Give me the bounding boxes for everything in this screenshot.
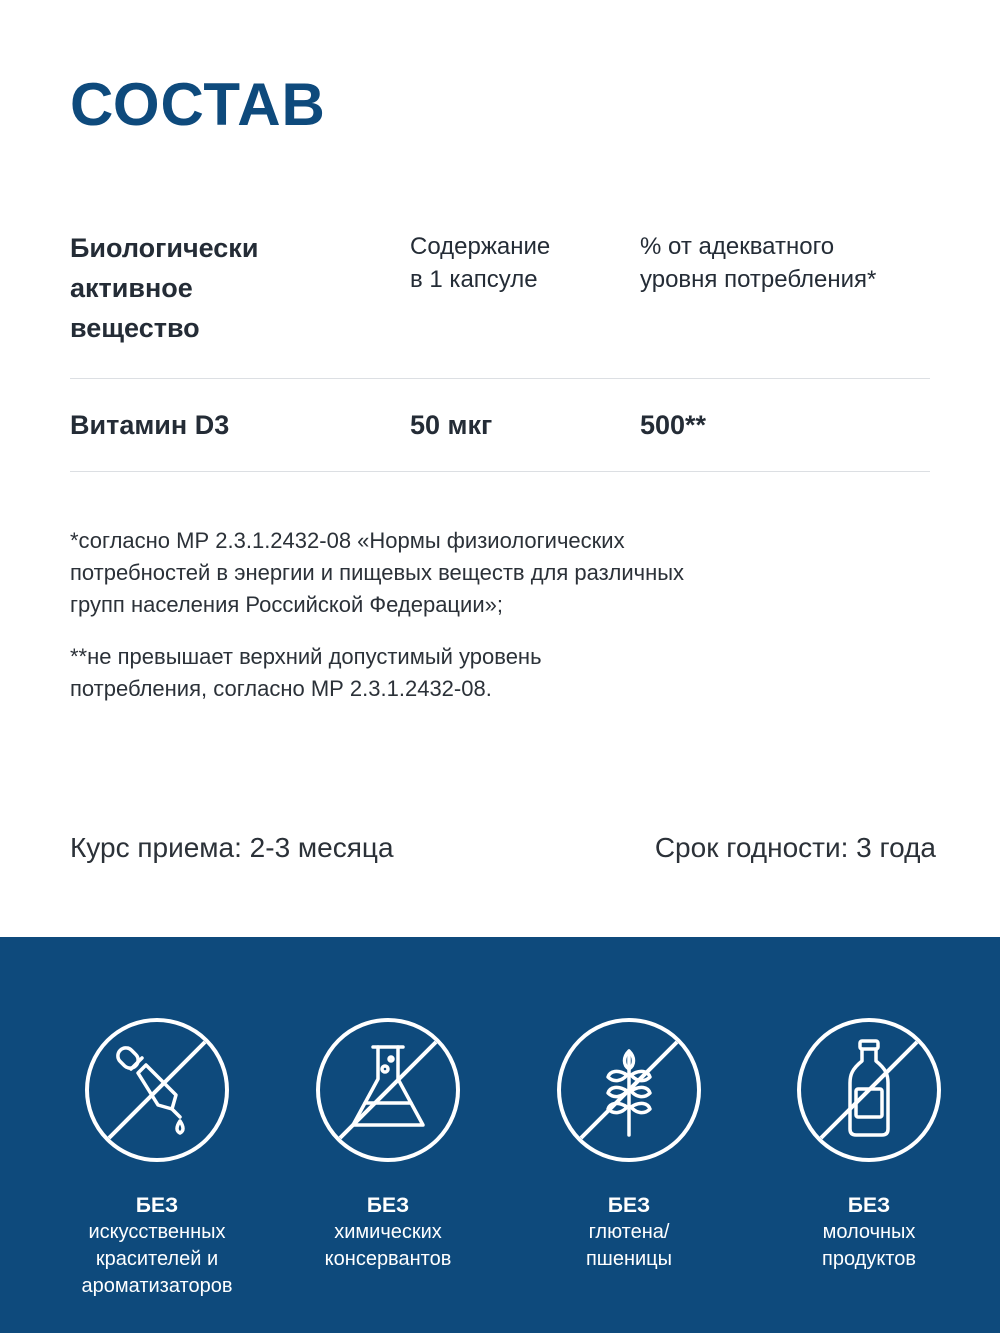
- badge-line: химических: [334, 1221, 442, 1243]
- badge-description: [268, 1219, 508, 1273]
- badge-title: БЕЗ: [135, 1194, 179, 1217]
- badge-description: [37, 1219, 277, 1300]
- header-line: активное: [70, 273, 193, 303]
- badge-no-dairy: [749, 1017, 989, 1273]
- header-line: уровня потребления*: [640, 266, 877, 293]
- page-title: СОСТАВ: [70, 71, 326, 138]
- footnote-line: *согласно МР 2.3.1.2432-08 «Нормы физиологических: [70, 528, 625, 553]
- badge-line: продуктов: [822, 1248, 916, 1270]
- badge-no-preservatives: [268, 1017, 508, 1273]
- free-from-band: [0, 937, 1000, 1333]
- badge-no-dyes: [37, 1017, 277, 1300]
- composition-table: [70, 228, 930, 472]
- footnote-line: потребностей в энергии и пищевых веществ для различных: [70, 560, 685, 585]
- footnotes: [70, 525, 930, 725]
- footnote-line: потребления, согласно МР 2.3.1.2432-08.: [70, 676, 492, 701]
- no-flask-icon: [315, 1017, 461, 1163]
- badge-line: красителей и: [95, 1248, 219, 1270]
- header-line: Биологически: [70, 233, 259, 263]
- footnote-2: [70, 641, 930, 705]
- divider: [70, 471, 930, 472]
- header-line: % от адекватного: [640, 233, 835, 260]
- shelf-life: Срок годности: 3 года: [654, 832, 936, 863]
- table-row: [70, 379, 930, 471]
- cell-amount: 50 мкг: [410, 410, 493, 440]
- footnote-line: **не превышает верхний допустимый уровень: [70, 644, 542, 669]
- cell-percent: 500**: [640, 410, 707, 440]
- cell-substance: Витамин D3: [70, 410, 230, 440]
- no-milk-bottle-icon: [796, 1017, 942, 1163]
- badge-line: молочных: [822, 1221, 916, 1243]
- badge-title: БЕЗ: [366, 1194, 410, 1217]
- badge-line: консервантов: [324, 1248, 452, 1270]
- badge-line: глютена/: [588, 1221, 670, 1243]
- table-header-row: [70, 228, 930, 378]
- badge-title: БЕЗ: [607, 1194, 651, 1217]
- header-line: Содержание: [410, 233, 551, 260]
- course-duration: Курс приема: 2-3 месяца: [70, 832, 394, 863]
- badge-line: пшеницы: [585, 1248, 673, 1270]
- badge-no-gluten: [509, 1017, 749, 1273]
- header-substance: [70, 228, 390, 348]
- no-wheat-icon: [556, 1017, 702, 1163]
- header-line: вещество: [70, 313, 200, 343]
- footnote-1: [70, 525, 930, 621]
- badge-line: ароматизаторов: [81, 1275, 233, 1297]
- header-amount: [410, 230, 630, 296]
- badge-description: [749, 1219, 989, 1273]
- no-dropper-icon: [84, 1017, 230, 1163]
- badge-line: искусственных: [88, 1221, 226, 1243]
- footnote-line: групп населения Российской Федерации»;: [70, 592, 503, 617]
- badge-description: [509, 1219, 749, 1273]
- badge-title: БЕЗ: [847, 1194, 891, 1217]
- header-percent: [640, 230, 940, 296]
- header-line: в 1 капсуле: [410, 266, 538, 293]
